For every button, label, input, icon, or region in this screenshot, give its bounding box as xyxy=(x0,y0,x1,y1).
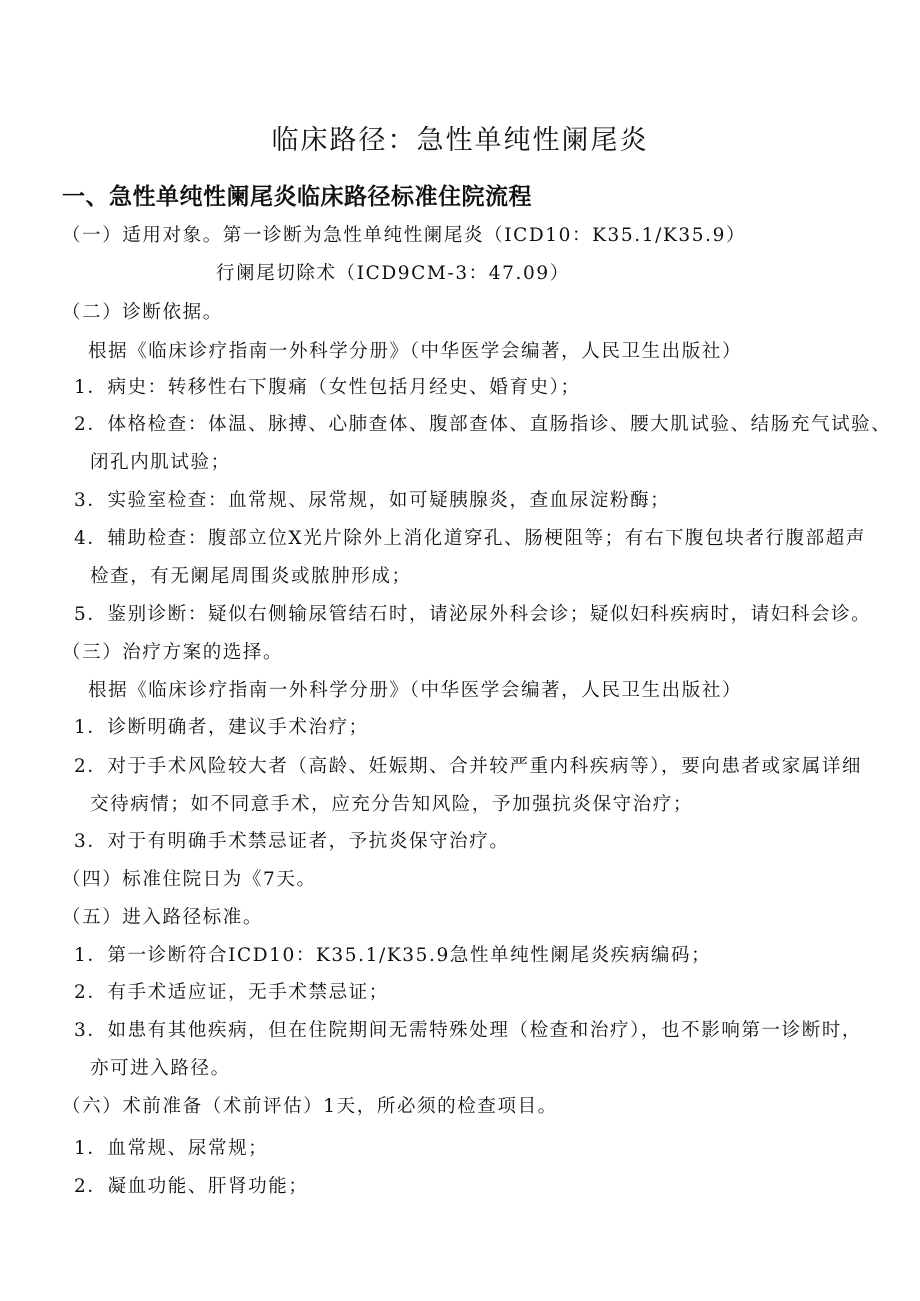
list-item: 1．病史：转移性右下腹痛（女性包括月经史、婚育史）； xyxy=(74,377,581,398)
list-item: 1．第一诊断符合ICD10：K35.1/K35.9急性单纯性阑尾炎疾病编码； xyxy=(74,945,712,966)
list-item: 2．凝血功能、肝肾功能； xyxy=(74,1176,309,1197)
paragraph-line: 交待病情；如不同意手术，应充分告知风险，予加强抗炎保守治疗； xyxy=(90,794,694,815)
list-item: 1．血常规、尿常规； xyxy=(74,1138,269,1159)
paragraph-line: 根据《临床诊疗指南一外科学分册》（中华医学会编著，人民卫生出版社） xyxy=(88,341,743,362)
list-item: 2．对于手术风险较大者（高龄、妊娠期、合并较严重内科疾病等），要向患者或家属详细 xyxy=(74,756,863,777)
paragraph-line: （三）治疗方案的选择。 xyxy=(62,642,284,663)
list-item: 3．如患有其他疾病，但在住院期间无需特殊处理（检查和治疗），也不影响第一诊断时， xyxy=(74,1020,863,1041)
paragraph-line: （六）术前准备（术前评估）1天，所必须的检查项目。 xyxy=(62,1096,558,1117)
document-title: 临床路径：急性单纯性阑尾炎 xyxy=(271,125,649,156)
list-item: 1．诊断明确者，建议手术治疗； xyxy=(74,717,369,738)
paragraph-line: 检查，有无阑尾周围炎或脓肿形成； xyxy=(90,566,412,587)
paragraph-line: 亦可进入路径。 xyxy=(90,1058,231,1079)
list-item: 2．有手术适应证，无手术禁忌证； xyxy=(74,982,389,1003)
paragraph-line: 根据《临床诊疗指南一外科学分册》（中华医学会编著，人民卫生出版社） xyxy=(88,680,743,701)
paragraph-line: （二）诊断依据。 xyxy=(62,302,223,323)
list-item: 4．辅助检查：腹部立位X光片除外上消化道穿孔、肠梗阻等；有右下腹包块者行腹部超声 xyxy=(74,528,866,549)
paragraph-line: （五）进入路径标准。 xyxy=(62,907,264,928)
paragraph-line: 闭孔内肌试验； xyxy=(90,452,231,473)
paragraph-line: （一）适用对象。第一诊断为急性单纯性阑尾炎（ICD10：K35.1/K35.9） xyxy=(62,225,747,246)
paragraph-line: （四）标准住院日为《7天。 xyxy=(62,869,317,890)
list-item: 3．实验室检查：血常规、尿常规，如可疑胰腺炎，查血尿淀粉酶； xyxy=(74,490,671,511)
section-heading: 一、急性单纯性阑尾炎临床路径标准住院流程 xyxy=(62,184,532,210)
list-item: 5．鉴别诊断：疑似右侧输尿管结石时，请泌尿外科会诊；疑似妇科疾病时，请妇科会诊。 xyxy=(74,604,872,625)
paragraph-line: 行阑尾切除术（ICD9CM-3：47.09） xyxy=(216,263,570,284)
list-item: 2．体格检查：体温、脉搏、心肺查体、腹部查体、直肠指诊、腰大肌试验、结肠充气试验、 xyxy=(74,414,892,435)
list-item: 3．对于有明确手术禁忌证者，予抗炎保守治疗。 xyxy=(74,831,510,852)
